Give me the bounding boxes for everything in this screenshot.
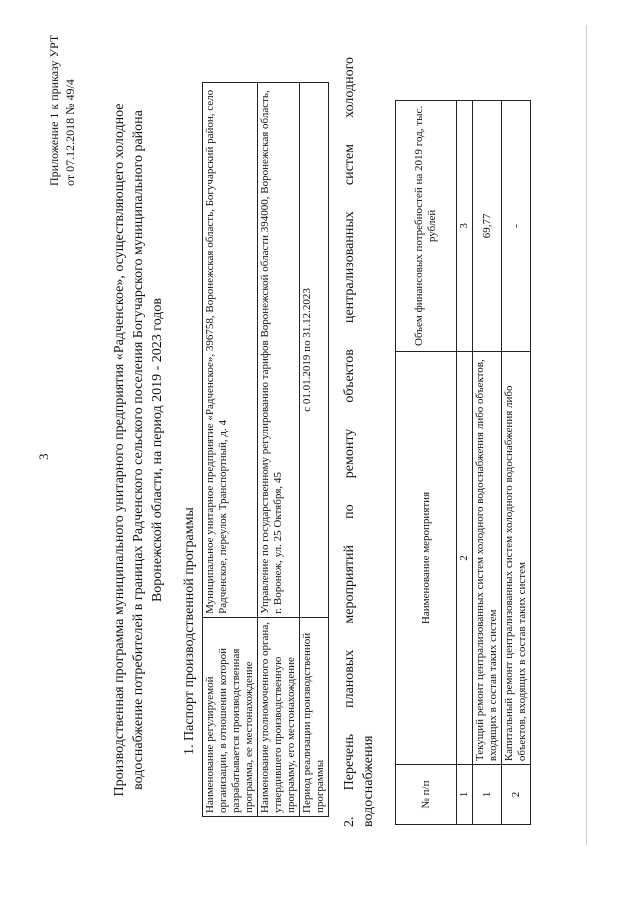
passport-row	[300, 83, 329, 817]
appendix-line-1: Приложение 1 к приказу УРТ	[47, 34, 61, 186]
row-volume: -	[502, 101, 531, 352]
passport-label: Наименование уполномоченного органа, утвердившего производственную программу, его местонахождение	[258, 617, 300, 816]
section-2-heading-line-2: водоснабжения	[361, 735, 376, 827]
column-header-volume: Объем финансовых потребностей на 2019 год, тыс. рублей	[396, 101, 457, 352]
document-title	[110, 65, 167, 835]
plan-table	[395, 100, 531, 825]
row-number: 2	[502, 765, 531, 825]
row-name: Текущий ремонт централизованных систем холодного водоснабжения либо объектов, входящих в состав таких систем	[473, 351, 502, 764]
section-2-heading	[340, 57, 378, 827]
passport-row	[258, 83, 300, 817]
row-volume: 69,77	[473, 101, 502, 352]
bottom-divider	[586, 25, 587, 845]
passport-value: Муниципальное унитарное предприятие «Радченское», 396758, Воронежская область, Богучарский район, село Радченское, переулок Транспортный, д. 4	[203, 83, 258, 618]
row-number: 1	[473, 765, 502, 825]
table-row	[473, 101, 502, 825]
table-row	[502, 101, 531, 825]
page-number: 3	[36, 453, 51, 460]
title-line-1: Производственная программа муниципального унитарного предприятия «Радченское», осуществляющего холодное	[112, 103, 127, 797]
column-index: 3	[457, 101, 473, 352]
section-1-heading: 1. Паспорт производственной программы	[182, 507, 197, 755]
appendix-line-2: от 07.12.2018 № 49/4	[63, 79, 77, 186]
title-line-2: водоснабжение потребителей в границах Радченского сельского поселения Богучарского муниципального района	[131, 110, 146, 790]
section-2-heading-line-1: 2. Перечень плановых мероприятий по ремонту объектов централизованных систем холодного	[342, 57, 357, 827]
passport-row	[203, 83, 258, 817]
passport-label: Наименование регулируемой организации, в отношении которой разрабатывается производственная программа, ее местонахождение	[203, 617, 258, 816]
passport-value: с 01.01.2019 по 31.12.2023	[300, 83, 329, 618]
title-line-3: Воронежской области, на период 2019 - 2023 годов	[150, 297, 165, 603]
passport-table	[202, 82, 329, 817]
column-header-name: Наименование мероприятия	[396, 351, 457, 764]
appendix-note	[46, 36, 78, 186]
column-index: 2	[457, 351, 473, 764]
passport-label: Период реализации производственной программы	[300, 617, 329, 816]
plan-table-index-row	[457, 101, 473, 825]
column-header-number: № п/п	[396, 765, 457, 825]
plan-table-header-row	[396, 101, 457, 825]
passport-value: Управление по государственному регулированию тарифов Воронежской области 394000, Воронежская область, г. Воронеж, ул. 25 Октября, 45	[258, 83, 300, 618]
column-index: 1	[457, 765, 473, 825]
row-name: Капитальный ремонт централизованных систем холодного водоснабжения либо объектов, входящих в состав таких систем	[502, 351, 531, 764]
